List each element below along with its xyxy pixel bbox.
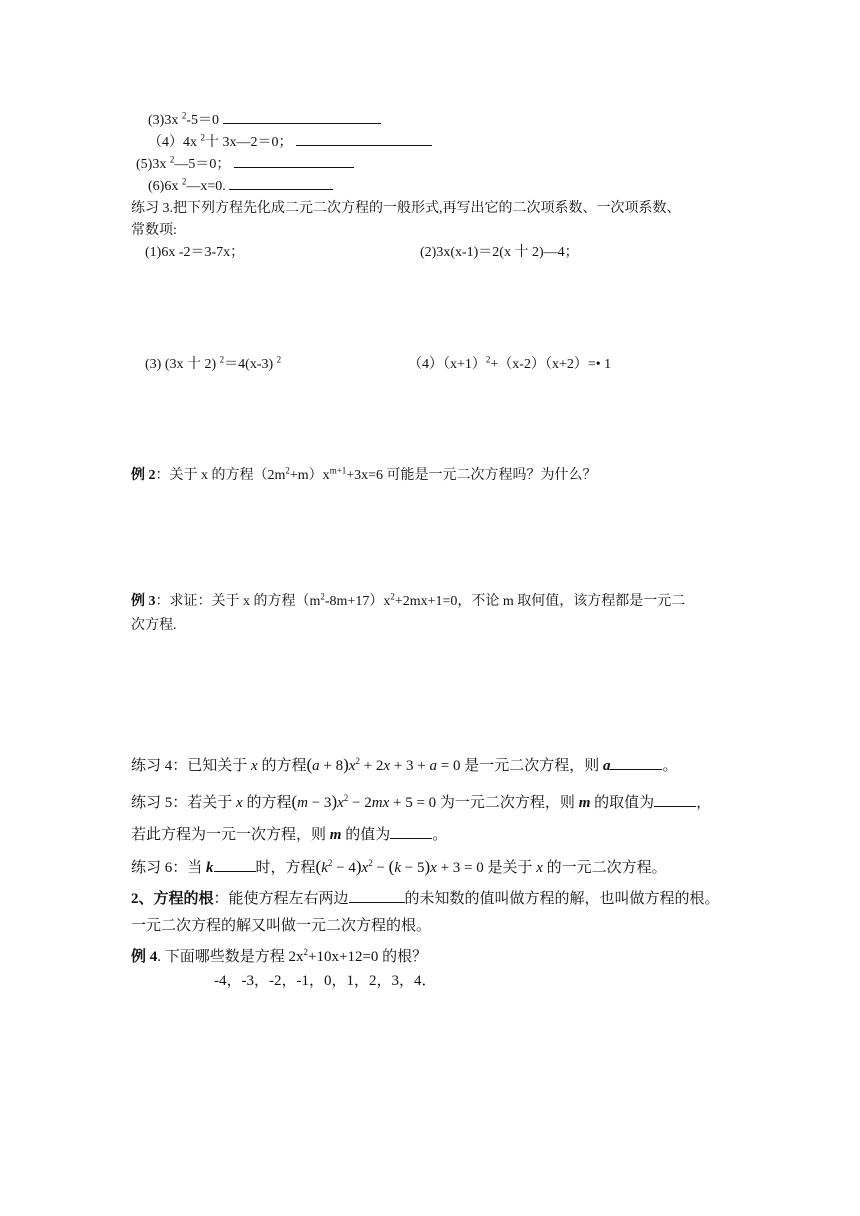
section2-roots: 2、方程的根：能使方程左右两边 的未知数的值叫做方程的解，也叫做方程的根。 [131, 891, 720, 907]
practice6: 练习 6：当 k 时，方程$(k^2 - 4)x^2 - (k - 5)x + 3 = 0$ 是关于 x 的一元二次方程。 [131, 857, 667, 876]
exercise3-title: 练习 3.把下列方程先化成二元二次方程的一般形式,再写出它的二次项系数、一次项系数、 [131, 201, 681, 216]
example4-candidates: -4，-3，-2，-1，0，1，2，3，4． [214, 973, 437, 989]
practice4: 练习 4：已知关于 x 的方程$(a + 8)x^2 + 2x + 3 + a = 0$ 是一元二次方程，则 a 。 [131, 755, 678, 774]
answer-blank[interactable] [223, 111, 381, 124]
example-label: 例 4 [131, 949, 158, 965]
example-label: 例 3 [131, 594, 156, 609]
example2: 例 2：关于 x 的方程$(2m^2+m)x^{m+1}+3x=6$ 可能是一元二次方程吗？为什么？ [131, 465, 597, 483]
exercise2-item-6: (6)6x $^2$—x=0. [148, 177, 333, 196]
exercise2-item-3: (3)3x $^2$-5＝0 [148, 111, 381, 130]
answer-blank[interactable] [654, 794, 696, 807]
section-heading: 2、方程的根 [131, 891, 214, 907]
answer-blank[interactable] [610, 757, 662, 770]
example3: 例 3：求证：关于 x 的方程$(m^2-8m+17)x^2+2mx+1=0$，不论 m 取何值，该方程都是一元二 [131, 591, 686, 609]
exercise3-item-2: (2)3x(x-1)＝2(x 十 2)—4； [420, 245, 579, 260]
exercise2-item-5: (5)3x $^2$—5＝0； [136, 155, 354, 174]
answer-blank[interactable] [229, 177, 333, 190]
exercise3-item-3: (3) (3x 十 2) $^2$＝4(x-3) $^2$ [145, 354, 282, 372]
practice5: 练习 5：若关于 x 的方程$(m - 3)x^2 - 2mx + 5 = 0$ 为一元二次方程，则 m 的取值为 ， [131, 792, 712, 811]
exercise3-item-4: $(4)(x+1)^2+(x-2)(x+2)=•$ 1 [408, 354, 612, 372]
answer-blank[interactable] [234, 155, 354, 168]
answer-blank[interactable] [214, 859, 256, 872]
practice5-cont: 若此方程为一元一次方程，则 m 的值为 。 [131, 827, 448, 843]
answer-blank[interactable] [296, 133, 432, 146]
example3-cont: 次方程. [131, 618, 177, 633]
answer-blank[interactable] [390, 826, 432, 839]
section2-cont: 一元二次方程的解又叫做一元二次方程的根。 [131, 918, 432, 934]
exercise2-item-4: （4）4x $^2$十 3x—2＝0； [148, 133, 432, 152]
example4: 例 4. 下面哪些数是方程 $2x^2+10x+12=0$ 的根？ [131, 947, 428, 965]
example-label: 例 2 [131, 468, 156, 483]
answer-blank[interactable] [349, 890, 405, 903]
exercise3-title-cont: 常数项: [131, 223, 177, 238]
exercise3-item-1: (1)6x -2＝3-7x； [145, 245, 245, 260]
